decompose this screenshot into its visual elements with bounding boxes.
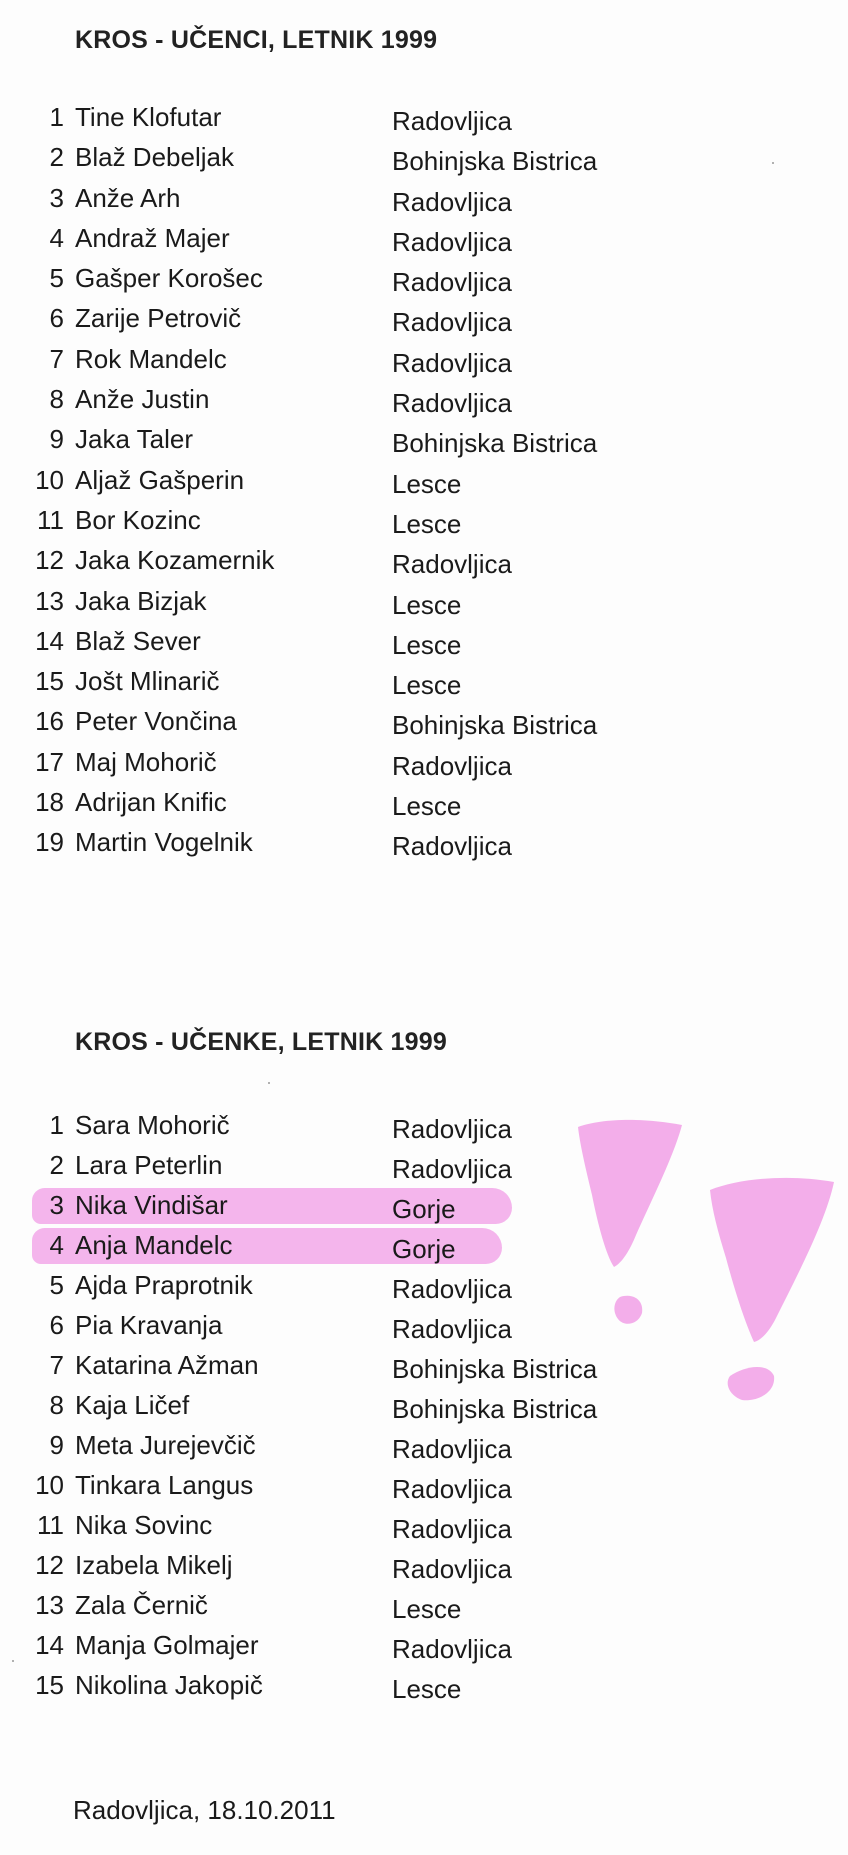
scan-speck: [268, 1082, 270, 1084]
rank: 3: [49, 182, 64, 213]
club-name: Lesce: [392, 508, 462, 539]
club-name: Radovljica: [392, 1274, 512, 1304]
athlete-name: Ajda Praprotnik: [75, 1270, 253, 1300]
club-name: Gorje: [392, 1234, 456, 1264]
rank: 17: [35, 746, 64, 777]
result-row: [0, 825, 848, 865]
rank: 13: [35, 585, 64, 616]
athlete-name: Meta Jurejevčič: [75, 1430, 256, 1460]
rank: 19: [35, 827, 64, 858]
athlete-name: Manja Golmajer: [75, 1630, 259, 1660]
result-row: [0, 584, 848, 624]
rank: 13: [35, 1590, 64, 1620]
place-and-date: Radovljica, 18.10.2011: [73, 1795, 336, 1825]
exclamation-mark-icon: [570, 1115, 690, 1335]
athlete-name: Blaž Sever: [75, 625, 201, 656]
rank: 11: [37, 504, 64, 535]
rank: 10: [35, 464, 64, 495]
athlete-name: Martin Vogelnik: [75, 827, 253, 858]
rank: 2: [49, 142, 64, 173]
result-row: [0, 181, 848, 221]
club-name: Lesce: [392, 629, 462, 660]
athlete-name: Peter Vončina: [75, 706, 237, 737]
club-name: Bohinjska Bistrica: [392, 1354, 598, 1384]
rank: 5: [49, 263, 64, 294]
athlete-name: Gašper Korošec: [75, 263, 263, 294]
club-name: Lesce: [392, 1674, 462, 1704]
athlete-name: Jošt Mlinarič: [75, 666, 220, 697]
athlete-name: Anže Justin: [75, 384, 210, 415]
athlete-name: Anja Mandelc: [75, 1230, 233, 1260]
club-name: Lesce: [392, 468, 462, 499]
result-row: [0, 1508, 848, 1548]
rank: 8: [49, 1390, 64, 1420]
rank: 4: [49, 222, 64, 253]
athlete-name: Adrijan Knific: [75, 787, 227, 818]
result-row: [0, 140, 848, 180]
club-name: Radovljica: [392, 831, 512, 862]
rank: 15: [35, 1670, 64, 1700]
club-name: Radovljica: [392, 307, 512, 338]
rank: 5: [49, 1270, 64, 1300]
rank: 12: [35, 1550, 64, 1580]
club-name: Gorje: [392, 1194, 456, 1224]
athlete-name: Tine Klofutar: [75, 102, 222, 132]
rank: 14: [35, 625, 64, 656]
rank: 7: [49, 343, 64, 374]
result-row: [0, 1548, 848, 1588]
athlete-name: Jaka Kozamernik: [75, 545, 275, 576]
club-name: Radovljica: [392, 347, 512, 378]
athlete-name: Anže Arh: [75, 182, 181, 213]
result-row: [0, 221, 848, 261]
rank: 11: [37, 1510, 64, 1540]
athlete-name: Sara Mohorič: [75, 1110, 230, 1140]
club-name: Radovljica: [392, 1634, 512, 1664]
athlete-name: Nika Vindišar: [75, 1190, 228, 1220]
rank: 10: [35, 1470, 64, 1500]
girls-section-title: KROS - UČENKE, LETNIK 1999: [75, 1028, 447, 1056]
athlete-name: Lara Peterlin: [75, 1150, 223, 1180]
club-name: Radovljica: [392, 1154, 512, 1184]
rank: 9: [49, 1430, 64, 1460]
result-row: [0, 301, 848, 341]
club-name: Bohinjska Bistrica: [392, 1394, 598, 1424]
athlete-name: Pia Kravanja: [75, 1310, 223, 1340]
rank: 9: [49, 424, 64, 455]
rank: 2: [49, 1150, 64, 1180]
result-row: [0, 1588, 848, 1628]
athlete-name: Zarije Petrovič: [75, 303, 242, 334]
club-name: Radovljica: [392, 1514, 512, 1544]
rank: 8: [49, 384, 64, 415]
club-name: Radovljica: [392, 1434, 512, 1464]
result-row: [0, 624, 848, 664]
rank: 3: [49, 1190, 64, 1220]
rank: 1: [49, 1110, 64, 1140]
rank: 14: [35, 1630, 64, 1660]
result-row: [0, 503, 848, 543]
result-row: [0, 1668, 848, 1708]
athlete-name: Blaž Debeljak: [75, 142, 234, 173]
athlete-name: Jaka Bizjak: [75, 585, 207, 616]
athlete-name: Rok Mandelc: [75, 343, 227, 374]
club-name: Radovljica: [392, 750, 512, 781]
club-name: Radovljica: [392, 549, 512, 580]
club-name: Lesce: [392, 670, 462, 701]
athlete-name: Nika Sovinc: [75, 1510, 213, 1540]
athlete-name: Maj Mohorič: [75, 746, 217, 777]
result-row: [0, 382, 848, 422]
scan-speck: [12, 1660, 14, 1662]
club-name: Bohinjska Bistrica: [392, 428, 598, 459]
club-name: Lesce: [392, 589, 462, 620]
athlete-name: Tinkara Langus: [75, 1470, 254, 1500]
result-row: [0, 1428, 848, 1468]
club-name: Radovljica: [392, 1554, 512, 1584]
boys-section-title: KROS - UČENCI, LETNIK 1999: [75, 26, 438, 54]
result-row: [0, 422, 848, 462]
result-row: [0, 704, 848, 744]
club-name: Radovljica: [392, 1314, 512, 1344]
result-row: [0, 785, 848, 825]
result-row: [0, 100, 848, 140]
rank: 1: [49, 102, 64, 132]
club-name: Radovljica: [392, 1474, 512, 1504]
rank: 16: [35, 706, 64, 737]
boys-results-list: [0, 100, 848, 866]
athlete-name: Izabela Mikelj: [75, 1550, 233, 1580]
result-row: [0, 543, 848, 583]
club-name: Radovljica: [392, 388, 512, 419]
scan-speck: [772, 162, 774, 164]
club-name: Radovljica: [392, 226, 512, 257]
club-name: Bohinjska Bistrica: [392, 710, 598, 741]
athlete-name: Bor Kozinc: [75, 504, 201, 535]
exclamation-mark-icon: [700, 1170, 840, 1410]
athlete-name: Aljaž Gašperin: [75, 464, 245, 495]
rank: 7: [49, 1350, 64, 1380]
club-name: Radovljica: [392, 1114, 512, 1144]
result-row: [0, 1108, 848, 1148]
club-name: Radovljica: [392, 186, 512, 217]
rank: 6: [49, 1310, 64, 1340]
result-row: [0, 463, 848, 503]
club-name: Radovljica: [392, 267, 512, 298]
rank: 15: [35, 666, 64, 697]
athlete-name: Zala Černič: [75, 1590, 208, 1620]
result-row: [0, 1628, 848, 1668]
rank: 4: [49, 1230, 64, 1260]
athlete-name: Nikolina Jakopič: [75, 1670, 263, 1700]
result-row: [0, 745, 848, 785]
rank: 6: [49, 303, 64, 334]
result-row: [0, 261, 848, 301]
result-row: [0, 1468, 848, 1508]
athlete-name: Katarina Ažman: [75, 1350, 259, 1380]
rank: 12: [35, 545, 64, 576]
athlete-name: Jaka Taler: [75, 424, 194, 455]
club-name: Lesce: [392, 791, 462, 822]
club-name: Lesce: [392, 1594, 462, 1624]
result-row: [0, 664, 848, 704]
athlete-name: Andraž Majer: [75, 222, 230, 253]
athlete-name: Kaja Ličef: [75, 1390, 190, 1420]
club-name: Radovljica: [392, 106, 512, 136]
club-name: Bohinjska Bistrica: [392, 146, 598, 177]
result-row: [0, 342, 848, 382]
rank: 18: [35, 787, 64, 818]
